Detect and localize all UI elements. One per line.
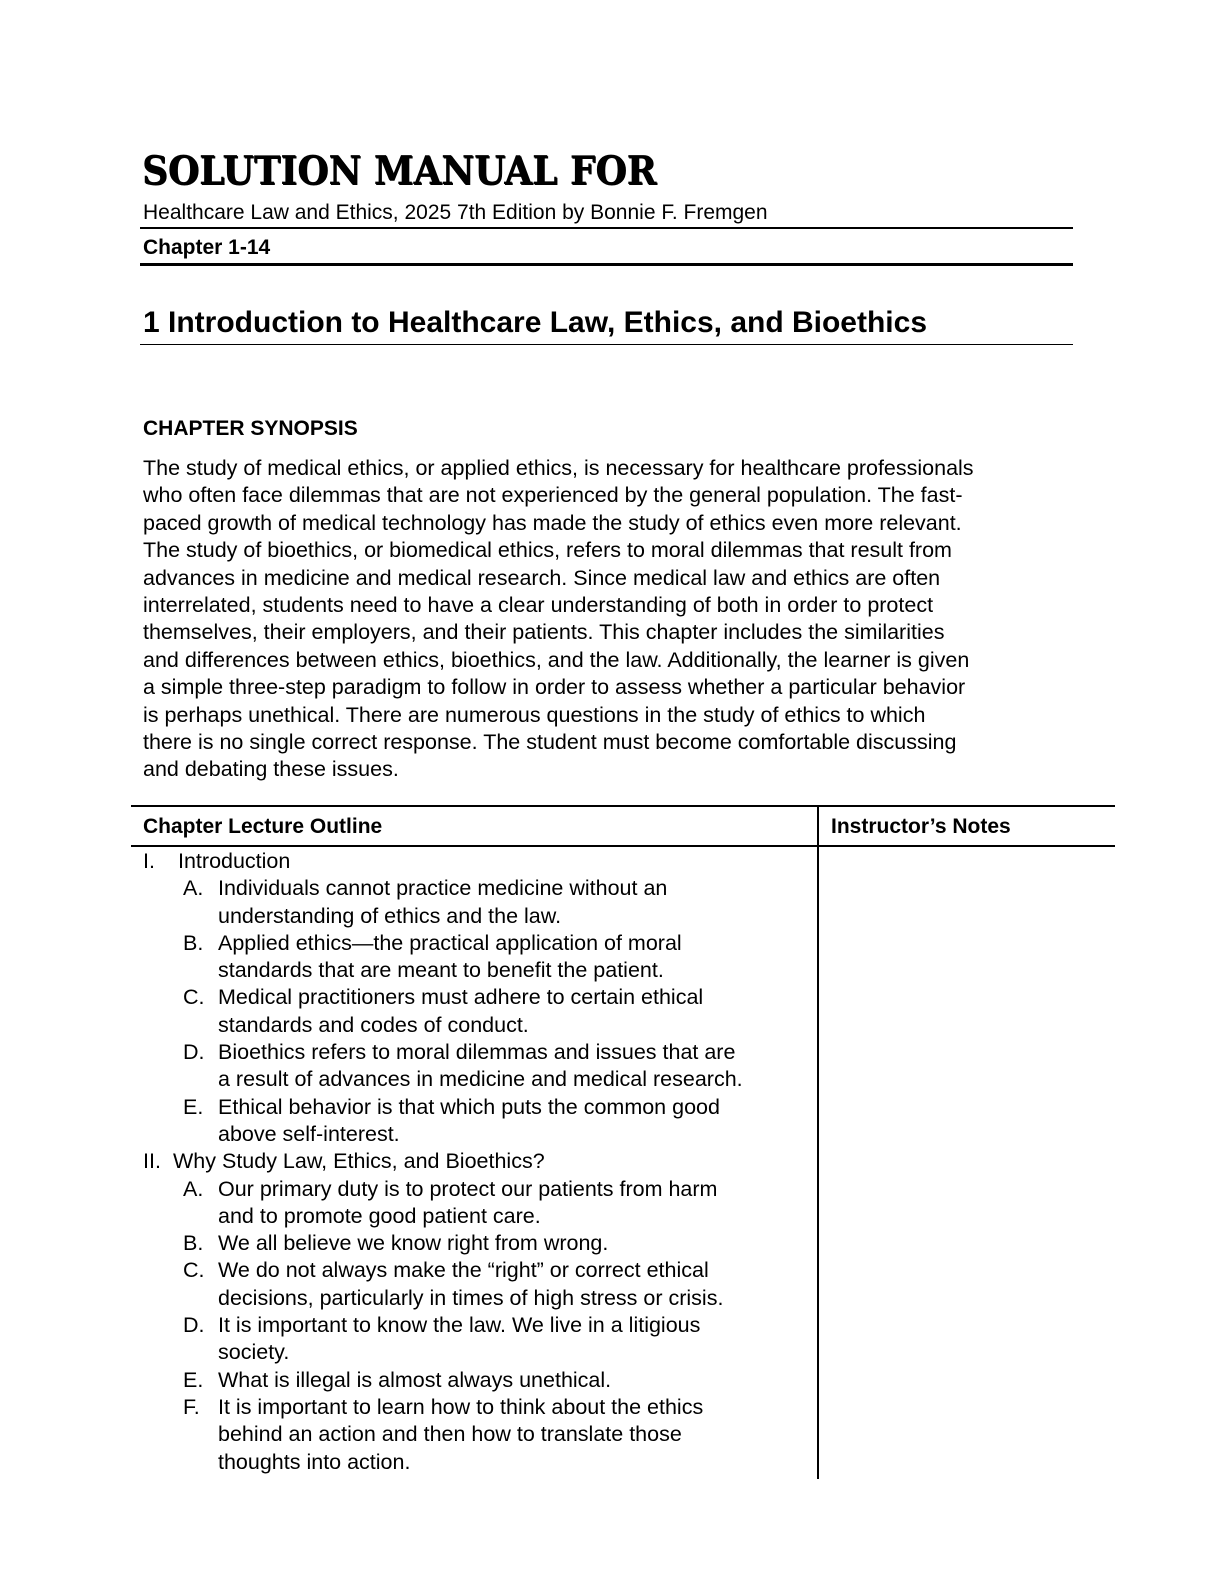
synopsis-line: there is no single correct response. The student must become comfortable discussing (143, 730, 957, 755)
item-text: thoughts into action. (218, 1449, 411, 1474)
lecture-outline-table (131, 805, 1115, 1479)
column-header-notes: Instructor’s Notes (831, 815, 1011, 838)
outline-item (143, 1312, 823, 1339)
item-letter: C. (183, 985, 205, 1010)
synopsis-line: who often face dilemmas that are not experienced by the general population. The fast- (143, 483, 963, 508)
chapter-title: 1 Introduction to Healthcare Law, Ethics, and Bioethics (143, 306, 928, 339)
item-letter: D. (183, 1313, 205, 1338)
outline-item (143, 1367, 823, 1394)
item-text: society. (218, 1340, 290, 1365)
section-numeral: I. (143, 849, 155, 873)
outline-item (143, 1039, 823, 1066)
chapter-range: Chapter 1-14 (143, 236, 271, 259)
outline-item (143, 984, 823, 1011)
item-text: behind an action and then how to translate those (218, 1422, 682, 1447)
synopsis-line: advances in medicine and medical research. Since medical law and ethics are often (143, 565, 941, 590)
outline-section-heading (143, 848, 823, 875)
outline-item-continuation (143, 903, 823, 930)
item-text: standards and codes of conduct. (218, 1012, 529, 1037)
item-text: Applied ethics—the practical application of moral (218, 930, 682, 955)
item-letter: A. (183, 1176, 204, 1201)
outline-item-continuation (143, 1339, 823, 1366)
outline-item (143, 1394, 823, 1421)
outline-item-continuation (143, 1449, 823, 1476)
item-text: decisions, particularly in times of high stress or crisis. (218, 1285, 724, 1310)
item-text: a result of advances in medicine and medical research. (218, 1067, 743, 1092)
outline-item (143, 1257, 823, 1284)
item-letter: E. (183, 1094, 204, 1119)
column-header-outline: Chapter Lecture Outline (143, 815, 383, 838)
synopsis-line: a simple three-step paradigm to follow in order to assess whether a particular behavior (143, 675, 966, 700)
solution-manual-banner: SOLUTION MANUAL FOR (142, 148, 657, 194)
synopsis-line: and debating these issues. (143, 757, 399, 782)
chapter-title-rule (140, 344, 1073, 345)
synopsis-line: and differences between ethics, bioethics, and the law. Additionally, the learner is given (143, 647, 970, 672)
item-letter: E. (183, 1367, 204, 1392)
outline-item (143, 1230, 823, 1257)
book-title-line: Healthcare Law and Ethics, 2025 7th Edition by Bonnie F. Fremgen (143, 201, 768, 224)
section-numeral: II. (143, 1149, 161, 1174)
item-letter: F. (183, 1394, 200, 1419)
synopsis-line: is perhaps unethical. There are numerous questions in the study of ethics to which (143, 702, 926, 727)
item-text: Ethical behavior is that which puts the common good (218, 1094, 720, 1119)
synopsis-line: The study of bioethics, or biomedical ethics, refers to moral dilemmas that result from (143, 538, 952, 563)
item-text: Medical practitioners must adhere to certain ethical (218, 985, 704, 1010)
item-letter: A. (183, 876, 204, 901)
item-text: understanding of ethics and the law. (218, 903, 562, 928)
item-text: What is illegal is almost always unethical. (218, 1367, 612, 1392)
synopsis-heading: CHAPTER SYNOPSIS (143, 417, 358, 440)
outline-item-continuation (143, 1285, 823, 1312)
outline-item-continuation (143, 957, 823, 984)
table-top-border (131, 805, 1115, 807)
synopsis-body (143, 455, 1073, 784)
item-letter: C. (183, 1258, 205, 1283)
outline-item-continuation (143, 1066, 823, 1093)
section-title: Why Study Law, Ethics, and Bioethics? (173, 1149, 545, 1174)
item-text: We do not always make the “right” or correct ethical (218, 1258, 709, 1283)
synopsis-line: themselves, their employers, and their patients. This chapter includes the similarities (143, 620, 945, 645)
item-text: It is important to know the law. We live in a litigious (218, 1313, 701, 1338)
section-title: Introduction (178, 849, 291, 873)
item-text: and to promote good patient care. (218, 1203, 541, 1228)
item-text: We all believe we know right from wrong. (218, 1231, 609, 1256)
outline-content (143, 848, 823, 1476)
outline-item-continuation (143, 1012, 823, 1039)
outline-item (143, 875, 823, 902)
synopsis-line: interrelated, students need to have a clear understanding of both in order to protect (143, 593, 934, 618)
item-letter: B. (183, 1231, 204, 1256)
outline-item-continuation (143, 1121, 823, 1148)
outline-item-continuation (143, 1203, 823, 1230)
outline-section-heading (143, 1148, 823, 1175)
item-text: It is important to learn how to think about the ethics (218, 1394, 704, 1419)
item-letter: D. (183, 1040, 205, 1065)
item-text: Individuals cannot practice medicine without an (218, 876, 668, 901)
outline-item (143, 930, 823, 957)
table-header-divider (131, 845, 1115, 847)
synopsis-line: paced growth of medical technology has made the study of ethics even more relevant. (143, 510, 962, 535)
synopsis-line: The study of medical ethics, or applied ethics, is necessary for healthcare professionals (143, 456, 974, 480)
outline-item-continuation (143, 1421, 823, 1448)
item-letter: B. (183, 930, 204, 955)
item-text: standards that are meant to benefit the patient. (218, 958, 664, 983)
item-text: above self-interest. (218, 1121, 400, 1146)
outline-item (143, 1094, 823, 1121)
outline-item (143, 1176, 823, 1203)
item-text: Our primary duty is to protect our patients from harm (218, 1176, 718, 1201)
item-text: Bioethics refers to moral dilemmas and issues that are (218, 1040, 736, 1065)
header-rule-thin (140, 227, 1073, 229)
header-rule-thick (140, 263, 1073, 266)
